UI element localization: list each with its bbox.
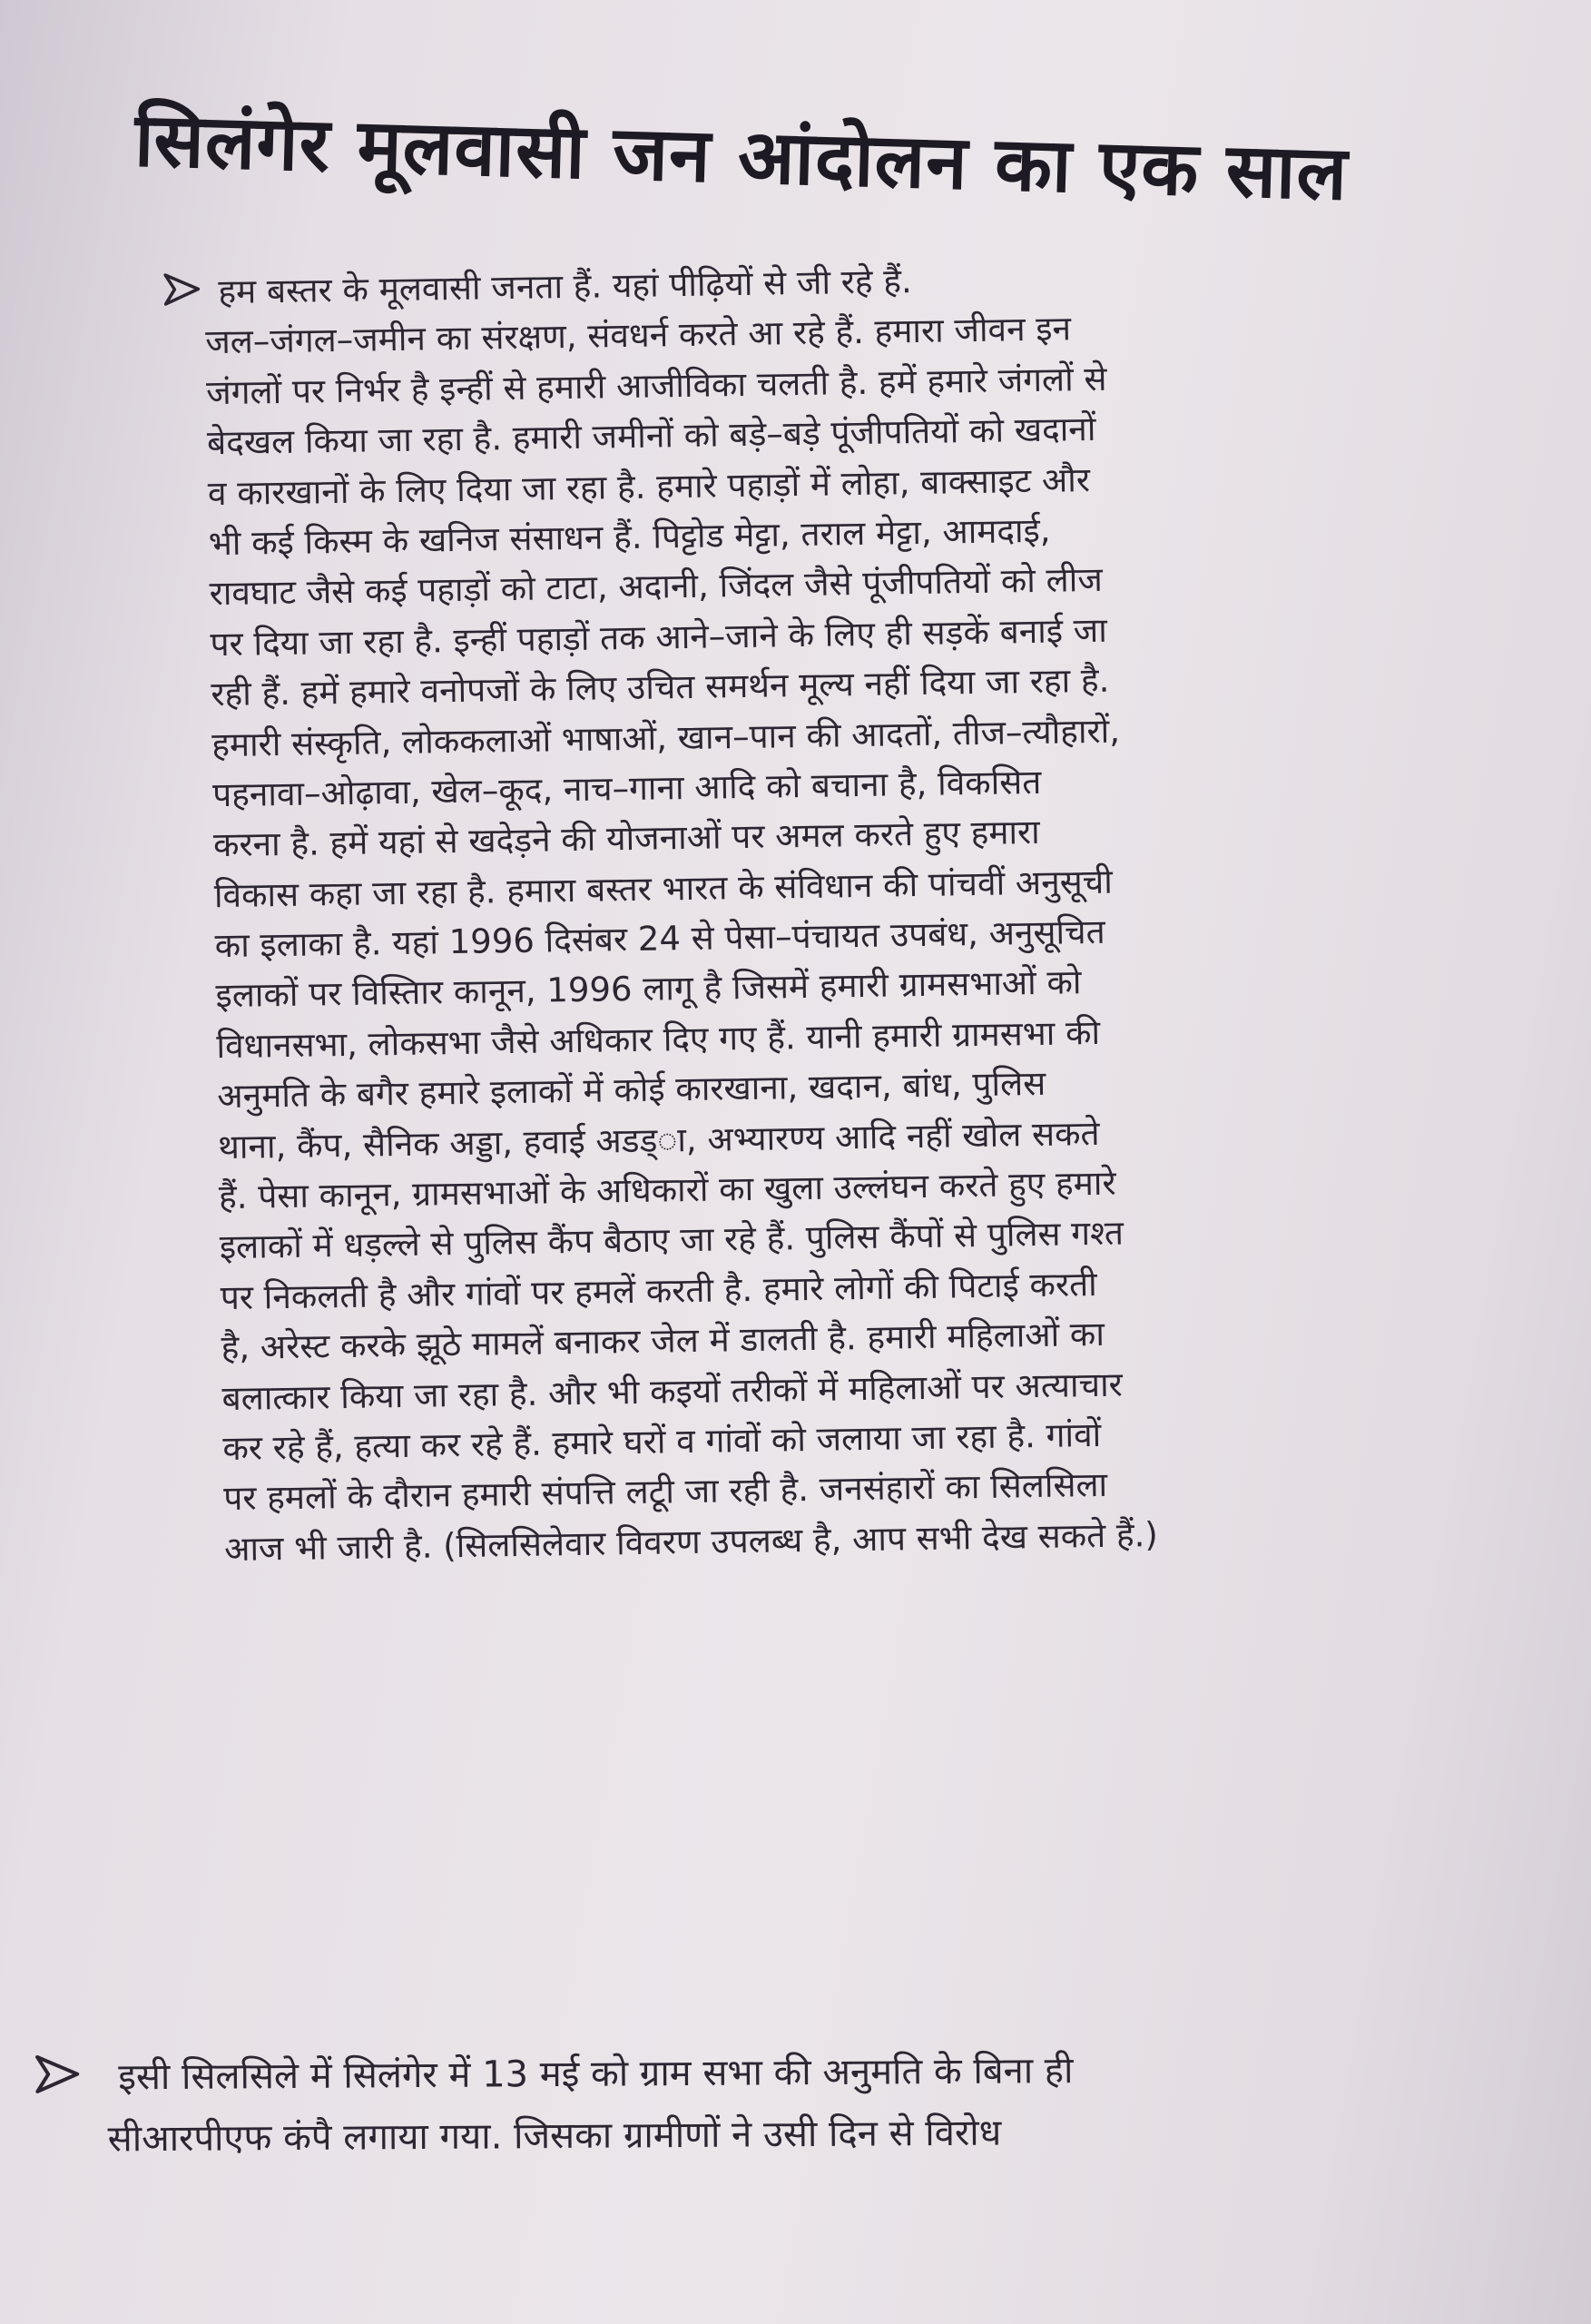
paragraph-line: है, अरेस्ट करके झूठे मामलें बनाकर जेल में डालती है. हमारी महिलाओं का (221, 1315, 1105, 1368)
paragraph-line: विधानसभा, लोकसभा जैसे अधिकार दिए गए हैं. यानी हमारी ग्रामसभा की (216, 1012, 1101, 1067)
paragraph-line: पर निकलती है और गांवों पर हमलें करती है. हमारे लोगों की पिटाई करती (220, 1264, 1098, 1317)
paragraph-line: विकास कहा जा रहा है. हमारा बस्तर भारत के संविधान की पांचवीं अनुसूची (213, 862, 1114, 915)
paragraph-line: इसी सिलसिले में सिलंगेर में 13 मई को ग्राम सभा की अनुमति के बिना ही (118, 2050, 1074, 2099)
paragraph-line: सीआरपीएफ कंपै लगाया गया. जिसका ग्रामीणों ने उसी दिन से विरोध (107, 2112, 1002, 2161)
paragraph-line: थाना, कैंप, सैनिक अड्डा, हवाई अडड्ा, अभ्यारण्य आदि नहीं खोल सकते (217, 1113, 1100, 1167)
paragraph-line: पर दिया जा रहा है. इन्हीं पहाड़ों तक आने–जाने के लिए ही सड़कें बनाई जा (210, 610, 1108, 664)
paragraph-line: करना है. हमें यहां से खदेड़ने की योजनाओं पर अमल करते हुए हमारा (212, 812, 1041, 865)
paragraph-line: आज भी जारी है. (सिलसिलेवार विवरण उपलब्ध है, आप सभी देख सकते हैं.) (223, 1514, 1159, 1569)
paragraph-line: का इलाका है. यहां 1996 दिसंबर 24 से पेसा–पंचायत उपबंध, अनुसूचित (214, 911, 1105, 966)
paragraph-line: रही हैं. हमें हमारे वनोपजों के लिए उचित समर्थन मूल्य नहीं दिया जा रहा है. (211, 660, 1110, 714)
paragraph-line: बलात्कार किया जा रहा है. और भी कइयों तरीकों में महिलाओं पर अत्याचार (221, 1364, 1124, 1418)
paragraph-line: कर रहे हैं, हत्या कर रहे हैं. हमारे घरों व गांवों को जलाया जा रहा है. गांवों (222, 1414, 1102, 1469)
paragraph-line: हम बस्तर के मूलवासी जनता हैं. यहां पीढ़ियों से जी रहे हैं. (218, 261, 912, 312)
paragraph-line: भी कई किस्म के खनिज संसाधन हैं. पिट्टोड मेट्टा, तराल मेट्टा, आमदाई, (208, 510, 1051, 564)
paragraph-line: बेदखल किया जा रहा है. हमारी जमीनों को बड़े–बड़े पूंजीपतियों को खदानों (206, 409, 1096, 463)
paragraph-line: इलाकों में धड़ल्ले से पुलिस कैंप बैठाए जा रहे हैं. पुलिस कैंपों से पुलिस गश्त (219, 1213, 1125, 1267)
paragraph-2 (34, 2036, 1560, 2171)
paragraph-line: व कारखानों के लिए दिया जा रहा है. हमारे पहाड़ों में लोहा, बाक्साइट और (207, 459, 1091, 513)
paragraph-line: इलाकों पर विस्तिार कानून, 1996 लागू है जिसमें हमारी ग्रामसभाओं को (215, 962, 1082, 1016)
paragraph-1 (163, 247, 1490, 1575)
paragraph-line: पहनावा–ओढ़ावा, खेल–कूद, नाच–गाना आदि को बचाना है, विकसित (211, 762, 1042, 815)
paragraph-line: हैं. पेसा कानून, ग्रामसभाओं के अधिकारों का खुला उल्लंघन करते हुए हमारे (218, 1163, 1116, 1217)
paragraph-line: पर हमलों के दौरान हमारी संपत्ति लटूी जा रही है. जनसंहारों का सिलसिला (222, 1465, 1108, 1519)
paragraph-line: हमारी संस्कृति, लोककलाओं भाषाओं, खान–पान की आदतों, तीज–त्यौहारों, (211, 711, 1121, 764)
paragraph-line: अनुमति के बगैर हमारे इलाकों में कोई कारखाना, खदान, बांध, पुलिस (217, 1064, 1046, 1117)
paragraph-line: जल–जंगल–जमीन का संरक्षण, संवधर्न करते आ रहे हैं. हमारा जीवन इन (204, 309, 1072, 362)
paragraph-line: रावघाट जैसे कई पहाड़ों को टाटा, अदानी, जिंदल जैसे पूंजीपतियों को लीज (209, 560, 1104, 614)
page-title: सिलंगेर मूलवासी जन आंदोलन का एक साल (133, 96, 1350, 218)
paragraph-line: जंगलों पर निर्भर है इन्हीं से हमारी आजीविका चलती है. हमें हमारे जंगलों से (205, 359, 1107, 413)
